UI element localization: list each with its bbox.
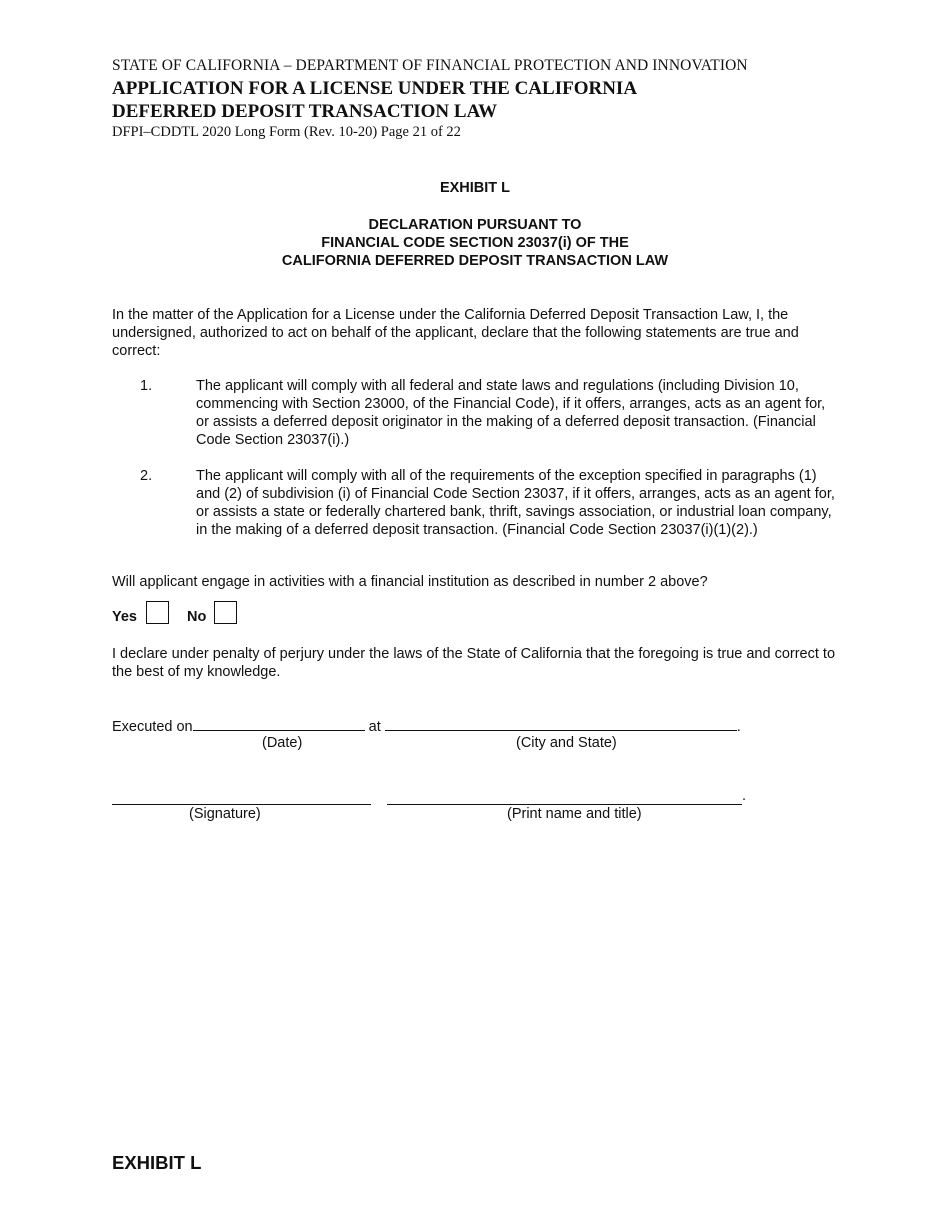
print-name-caption: (Print name and title) xyxy=(507,806,642,822)
statement-number: 1. xyxy=(140,378,153,394)
footer-exhibit-label: EXHIBIT L xyxy=(112,1152,202,1173)
statement-item-2 xyxy=(112,467,842,539)
engagement-question: Will applicant engage in activities with a financial institution as described in number 2 above? xyxy=(112,574,708,590)
execution-period: . xyxy=(736,719,741,735)
form-identifier: DFPI–CDDTL 2020 Long Form (Rev. 10-20) Page 21 of 22 xyxy=(112,124,461,140)
penalty-declaration: I declare under penalty of perjury under the laws of the State of California that the foregoing is true and correct to the best of my knowledge. xyxy=(112,646,836,680)
department-header: STATE OF CALIFORNIA – DEPARTMENT OF FINANCIAL PROTECTION AND INNOVATION xyxy=(112,57,748,74)
signature-field[interactable] xyxy=(112,790,371,805)
statement-text: The applicant will comply with all federal and state laws and regulations (including Division 10, commencing with Section 23000, of the Financial Code), if it offers, arranges, acts as an agent for, or assists a deferred deposit originator in the making of a deferred deposit transaction. (Financial Code Section 23037(i).) xyxy=(196,378,826,448)
statement-text: The applicant will comply with all of the requirements of the exception specified in paragraphs (1) and (2) of subdivision (i) of Financial Code Section 23037, if it offers, arranges, acts as an agent for, or assists a state or federally chartered bank, thrift, savings association, or industrial loan company, in the making of a deferred deposit transaction. (Financial Code Section 23037(i)(1)(2).) xyxy=(196,468,835,538)
declaration-heading-line-1: DECLARATION PURSUANT TO xyxy=(368,217,582,233)
executed-on-label: Executed on xyxy=(112,719,193,735)
signature-period: . xyxy=(742,788,747,804)
statement-number: 2. xyxy=(140,468,153,484)
city-state-field[interactable] xyxy=(385,716,737,731)
declaration-heading-line-2: FINANCIAL CODE SECTION 23037(i) OF THE xyxy=(321,235,629,251)
date-caption: (Date) xyxy=(262,735,303,751)
yes-checkbox[interactable] xyxy=(146,601,169,624)
execution-line xyxy=(112,716,741,736)
print-name-field[interactable] xyxy=(387,790,742,805)
signature-caption: (Signature) xyxy=(189,806,261,822)
exhibit-heading: EXHIBIT L xyxy=(439,180,511,196)
yes-label: Yes xyxy=(112,609,137,625)
form-title xyxy=(112,77,637,123)
declaration-heading-line-3: CALIFORNIA DEFERRED DEPOSIT TRANSACTION LAW xyxy=(281,253,669,269)
no-label: No xyxy=(187,609,207,625)
at-label: at xyxy=(368,719,381,735)
form-title-line-1: APPLICATION FOR A LICENSE UNDER THE CALIFORNIA xyxy=(112,78,638,99)
city-state-caption: (City and State) xyxy=(516,735,617,751)
intro-paragraph: In the matter of the Application for a License under the California Deferred Deposit Transaction Law, I, the undersigned, authorized to act on behalf of the applicant, declare that the following statements are true and correct: xyxy=(112,307,799,359)
declaration-heading xyxy=(0,216,950,270)
date-field[interactable] xyxy=(193,716,365,731)
form-title-line-2: DEFERRED DEPOSIT TRANSACTION LAW xyxy=(112,101,498,122)
no-checkbox[interactable] xyxy=(214,601,237,624)
statement-item-1 xyxy=(112,377,842,449)
